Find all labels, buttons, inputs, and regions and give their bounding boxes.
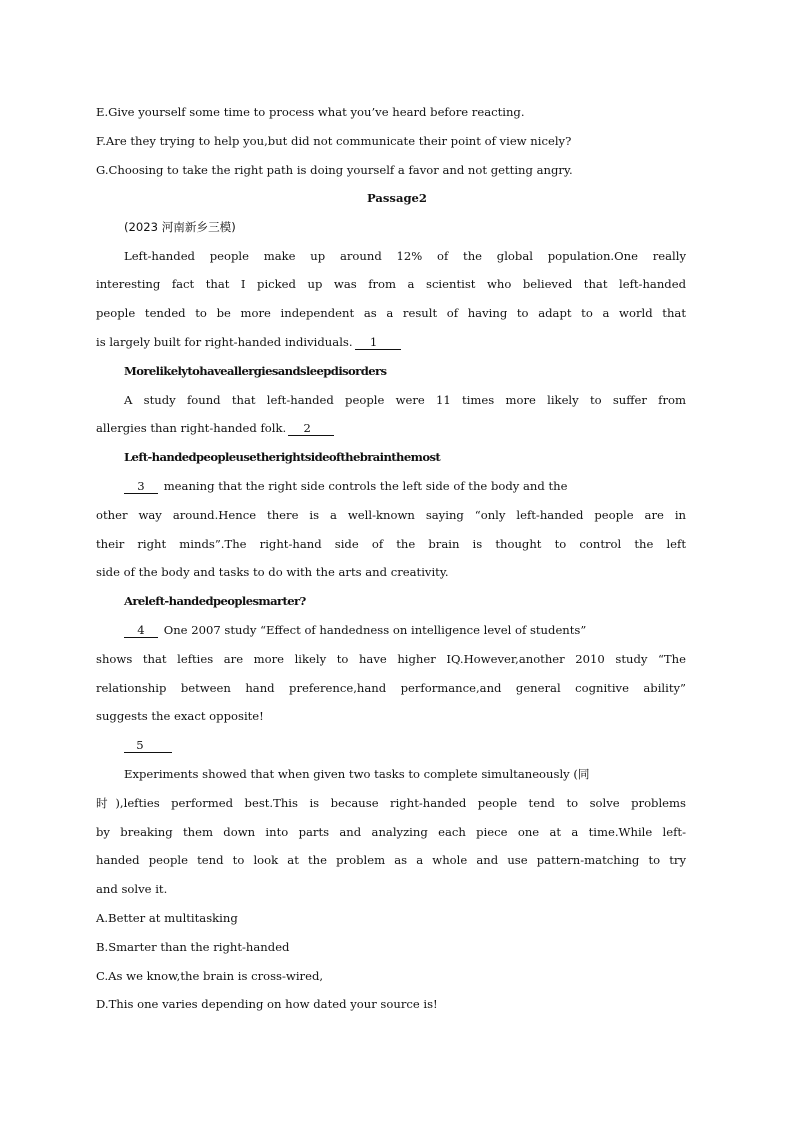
option-d: D.This one varies depending on how dated your source is! [96,997,438,1011]
paragraph-3-line-3: their right minds”.The right-hand side of the brain is thought to control the left [96,537,686,551]
heading-allergies: Morelikelytohaveallergiesandsleepdisorders [124,364,387,378]
option-b: B.Smarter than the right-handed [96,940,290,954]
paragraph-4-line-4: suggests the exact opposite! [96,709,264,723]
paragraph-4-line-2: shows that lefties are more likely to have higher IQ.However,another 2010 study “The [96,652,686,666]
paragraph-1-line-1: Left-handed people make up around 12% of the global population.One really [124,249,686,263]
option-f: F.Are they trying to help you,but did not communicate their point of view nicely? [96,134,572,148]
answer-blank-4[interactable]: 4 [124,623,158,638]
paragraph-4-line-3: relationship between hand preference,hand performance,and general cognitive ability” [96,681,686,695]
paragraph-3-line-2: other way around.Hence there is a well-known saying “only left-handed people are in [96,508,686,522]
paragraph-5-line-2: 时),lefties performed best.This is because right-handed people tend to solve problems [96,796,686,810]
passage-title: Passage2 [366,191,428,205]
option-a: A.Better at multitasking [96,911,238,925]
paragraph-5-line-1: Experiments showed that when given two tasks to complete simultaneously (同 [124,767,590,781]
passage-source: (2023 河南新乡三模) [124,220,236,234]
paragraph-1-line-3: people tended to be more independent as a result of having to adapt to a world that [96,306,686,320]
paragraph-2-line-1: A study found that left-handed people were 11 times more likely to suffer from [124,393,686,407]
answer-blank-1[interactable]: 1 [355,335,401,350]
blank-5-line [124,737,174,753]
paragraph-4-text: One 2007 study “Effect of handedness on intelligence level of students” [163,623,587,637]
option-e: E.Give yourself some time to process what you’ve heard before reacting. [96,105,525,119]
paragraph-1-line-4 [96,334,403,350]
answer-blank-2[interactable]: 2 [288,421,334,436]
heading-smarter: Areleft-handedpeoplesmarter? [124,594,306,608]
paragraph-5-line-3: by breaking them down into parts and analyzing each piece one at a time.While left- [96,825,686,839]
paragraph-5-line-5: and solve it. [96,882,168,896]
paragraph-1-line-2: interesting fact that I picked up was from a scientist who believed that left-handed [96,277,686,291]
answer-blank-3[interactable]: 3 [124,479,158,494]
paragraph-4-line-1 [124,622,586,638]
heading-brain-side: Left-handedpeopleusetherightsideofthebrainthemost [124,450,441,464]
paragraph-3-line-4: side of the body and tasks to do with the arts and creativity. [96,565,449,579]
option-c: C.As we know,the brain is cross-wired, [96,969,324,983]
paragraph-1-text: is largely built for right-handed individuals. [96,335,353,349]
paragraph-3-line-1 [124,478,568,494]
answer-blank-5[interactable]: 5 [124,738,172,753]
paragraph-2-text: allergies than right-handed folk. [96,421,287,435]
paragraph-5-line-4: handed people tend to look at the problem as a whole and use pattern-matching to try [96,853,686,867]
paragraph-2-line-2 [96,420,336,436]
paragraph-3-text: meaning that the right side controls the left side of the body and the [163,479,568,493]
option-g: G.Choosing to take the right path is doing yourself a favor and not getting angry. [96,163,573,177]
